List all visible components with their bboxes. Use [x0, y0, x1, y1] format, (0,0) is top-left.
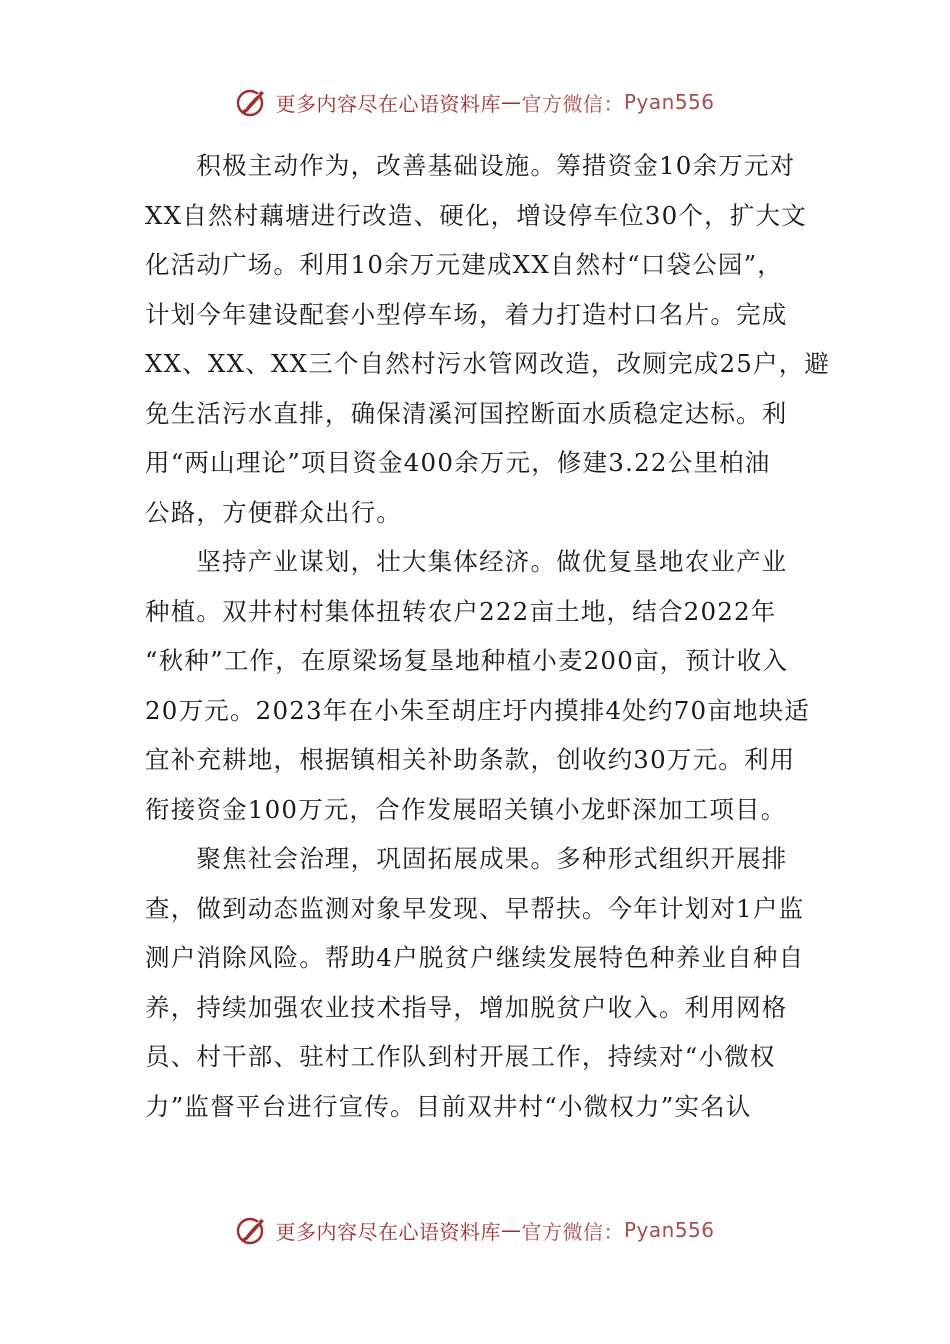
text-line: 公路，方便群众出行。 [145, 497, 402, 527]
text-line: 计划今年建设配套小型停车场，着力打造村口名片。完成 [145, 299, 788, 329]
text-line: 力”监督平台进行宣传。目前双井村“小微权力”实名认 [145, 1091, 752, 1121]
banner-wechat-label: 官方微信： [521, 1219, 624, 1244]
text-line: XX自然村藕塘进行改造、硬化，增设停车位30个，扩大文 [145, 200, 807, 230]
footer-banner [0, 1210, 950, 1250]
banner-brand-text: 更多内容尽在心语资料库 [275, 91, 501, 116]
text-line: 养，持续加强农业技术指导，增加脱贫户收入。利用网格 [145, 992, 788, 1022]
text-line: 20万元。2023年在小朱至胡庄圩内摸排4处约70亩地块适 [145, 695, 811, 725]
text-line: 聚焦社会治理，巩固拓展成果。多种形式组织开展排 [145, 844, 788, 873]
text-line: “秋种”工作，在原梁场复垦地种植小麦200亩，预计收入 [145, 646, 789, 675]
text-line: 化活动广场。利用10余万元建成XX自然村“口袋公园”， [145, 250, 784, 279]
text-line: 查，做到动态监测对象早发现、早帮扶。今年计划对1户监 [145, 893, 805, 923]
text-line: 衔接资金100万元，合作发展昭关镇小龙虾深加工项目。 [145, 794, 787, 824]
banner-brand-text: 更多内容尽在心语资料库 [275, 1219, 501, 1244]
text-line: 免生活污水直排，确保清溪河国控断面水质稳定达标。利 [145, 398, 788, 428]
text-line: 用“两山理论”项目资金400余万元，修建3.22公里柏油 [145, 448, 771, 477]
text-line: 宜补充耕地，根据镇相关补助条款，创收约30万元。利用 [145, 745, 796, 774]
text-line: XX、XX、XX三个自然村污水管网改造，改厕完成25户，避 [145, 349, 831, 378]
banner-wechat-id: Pyan556 [623, 90, 715, 114]
text-line: 积极主动作为，改善基础设施。筹措资金10余万元对 [145, 151, 796, 180]
text-line: 员、村干部、驻村工作队到村开展工作，持续对“小微权 [145, 1042, 776, 1071]
text-line: 坚持产业谋划，壮大集体经济。做优复垦地农业产业 [145, 547, 788, 576]
banner-wechat-id: Pyan556 [623, 1218, 715, 1242]
text-line: 测户消除风险。帮助4户脱贫户继续发展特色种养业自种自 [145, 943, 805, 972]
header-banner [0, 82, 950, 122]
quill-pen-seal-icon [235, 1213, 269, 1247]
quill-pen-seal-icon [235, 85, 269, 119]
banner-dash: — [500, 90, 522, 114]
banner-wechat-label: 官方微信： [521, 91, 624, 116]
text-line: 种植。双井村村集体扭转农户222亩土地，结合2022年 [145, 596, 777, 626]
banner-dash: — [500, 1218, 522, 1242]
